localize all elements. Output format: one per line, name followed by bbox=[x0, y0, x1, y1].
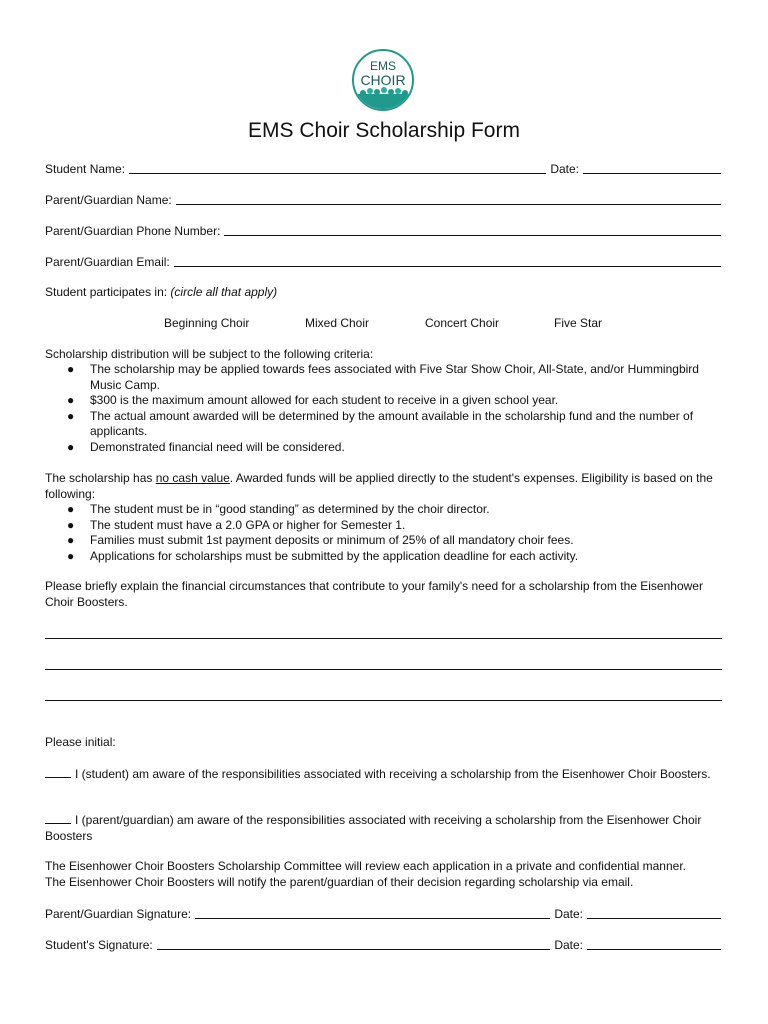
parent-initial-text: I (parent/guardian) am aware of the responsibilities associated with receiving a scholarship from the Eisenhower Choir Boosters bbox=[45, 813, 702, 843]
logo-text-line1: EMS bbox=[369, 59, 397, 73]
participates-label: Student participates in: bbox=[45, 285, 168, 299]
choir-options bbox=[0, 316, 768, 332]
list-item bbox=[45, 393, 725, 409]
eligibility-intro-start: The scholarship has bbox=[45, 471, 156, 485]
explain-line-1[interactable] bbox=[45, 638, 722, 639]
criteria-item-text: Demonstrated financial need will be considered. bbox=[90, 439, 345, 454]
committee-line-1: The Eisenhower Choir Boosters Scholarship Committee will review each application in a private and confidential manner. bbox=[45, 859, 686, 873]
bullet-icon: ● bbox=[67, 548, 75, 563]
parent-name-label: Parent/Guardian Name: bbox=[45, 193, 172, 207]
bullet-icon: ● bbox=[67, 517, 75, 532]
student-initial-text: I (student) am aware of the responsibilities associated with receiving a scholarship from the Eisenhower Choir Boosters. bbox=[75, 767, 711, 781]
explain-line-3[interactable] bbox=[45, 700, 722, 701]
bullet-icon: ● bbox=[67, 502, 75, 516]
parent-signature-field[interactable] bbox=[195, 906, 550, 919]
criteria-item-text: $300 is the maximum amount allowed for each student to receive in a given school year. bbox=[90, 393, 559, 407]
eligibility-item-text: Families must submit 1st payment deposits or minimum of 25% of all mandatory choir fees. bbox=[90, 533, 574, 547]
student-initial-statement bbox=[45, 766, 725, 783]
student-name-label: Student Name: bbox=[45, 162, 126, 176]
list-item bbox=[45, 549, 725, 565]
no-cash-value-text: no cash value bbox=[155, 471, 230, 485]
committee-line-2: The Eisenhower Choir Boosters will notify the parent/guardian of their decision regarding scholarship via email. bbox=[45, 874, 634, 889]
parent-email-label: Parent/Guardian Email: bbox=[45, 255, 170, 269]
parent-email-field[interactable] bbox=[174, 254, 721, 267]
option-concert-choir[interactable]: Concert Choir bbox=[425, 316, 500, 330]
student-signature-date-label: Date: bbox=[554, 938, 583, 952]
bullet-icon: ● bbox=[67, 439, 75, 454]
logo-text-line2: CHOIR bbox=[360, 72, 406, 88]
parent-email-row bbox=[45, 253, 721, 269]
parent-signature-row bbox=[45, 905, 721, 921]
student-name-row bbox=[45, 160, 721, 176]
list-item bbox=[45, 440, 725, 456]
date-label: Date: bbox=[550, 162, 579, 176]
student-signature-row bbox=[45, 936, 721, 952]
bullet-icon: ● bbox=[67, 393, 75, 407]
initial-label: Please initial: bbox=[45, 735, 116, 749]
bullet-icon: ● bbox=[67, 362, 75, 376]
parent-phone-row bbox=[45, 222, 721, 238]
list-item bbox=[45, 362, 725, 393]
explain-line-2[interactable] bbox=[45, 669, 722, 670]
eligibility-item-text: The student must have a 2.0 GPA or higher for Semester 1. bbox=[90, 517, 406, 532]
criteria-item-text: The scholarship may be applied towards fees associated with Five Star Show Choir, All-State, and/or Hummingbird Music Camp. bbox=[90, 362, 699, 392]
bullet-icon: ● bbox=[67, 408, 75, 423]
parent-signature-date-label: Date: bbox=[554, 907, 583, 921]
list-item bbox=[45, 533, 725, 549]
parent-phone-label: Parent/Guardian Phone Number: bbox=[45, 224, 221, 238]
parent-name-field[interactable] bbox=[176, 192, 721, 205]
explain-prompt: Please briefly explain the financial circumstances that contribute to your family's need for a scholarship from the Eisenhower Choir Boosters. bbox=[45, 579, 703, 609]
criteria-item-text: The actual amount awarded will be determined by the amount available in the scholarship fund and the number of applicants. bbox=[90, 408, 694, 438]
list-item bbox=[45, 409, 725, 440]
committee-note bbox=[45, 859, 725, 890]
criteria-list bbox=[45, 362, 725, 455]
parent-signature-date-field[interactable] bbox=[587, 906, 721, 919]
participates-hint: (circle all that apply) bbox=[170, 285, 278, 299]
eligibility-intro bbox=[45, 471, 725, 502]
parent-initial-statement bbox=[45, 812, 725, 844]
eligibility-item-text: Applications for scholarships must be submitted by the application deadline for each activity. bbox=[90, 548, 579, 563]
list-item bbox=[45, 518, 725, 534]
student-initial-field[interactable] bbox=[45, 766, 71, 778]
student-name-field[interactable] bbox=[129, 161, 546, 174]
option-five-star[interactable]: Five Star bbox=[554, 316, 603, 330]
bullet-icon: ● bbox=[67, 533, 75, 547]
parent-signature-label: Parent/Guardian Signature: bbox=[45, 907, 192, 921]
list-item bbox=[45, 502, 725, 518]
option-mixed-choir[interactable]: Mixed Choir bbox=[305, 316, 370, 330]
eligibility-intro-end: . Awarded funds will be applied directly to the student's expenses. Eligibility is based on the following: bbox=[45, 471, 713, 501]
page-title: EMS Choir Scholarship Form bbox=[248, 119, 520, 142]
parent-phone-field[interactable] bbox=[224, 223, 721, 236]
eligibility-item-text: The student must be in “good standing” as determined by the choir director. bbox=[90, 502, 490, 516]
student-signature-field[interactable] bbox=[157, 937, 551, 950]
criteria-intro: Scholarship distribution will be subject to the following criteria: bbox=[45, 347, 374, 361]
student-signature-label: Student's Signature: bbox=[45, 938, 153, 952]
eligibility-list bbox=[45, 502, 725, 564]
parent-initial-field[interactable] bbox=[45, 812, 71, 824]
participates-line bbox=[45, 285, 725, 301]
ems-choir-logo bbox=[351, 48, 415, 112]
student-signature-date-field[interactable] bbox=[587, 937, 721, 950]
date-field[interactable] bbox=[583, 161, 721, 174]
parent-name-row bbox=[45, 191, 721, 207]
option-beginning-choir[interactable]: Beginning Choir bbox=[164, 316, 250, 330]
